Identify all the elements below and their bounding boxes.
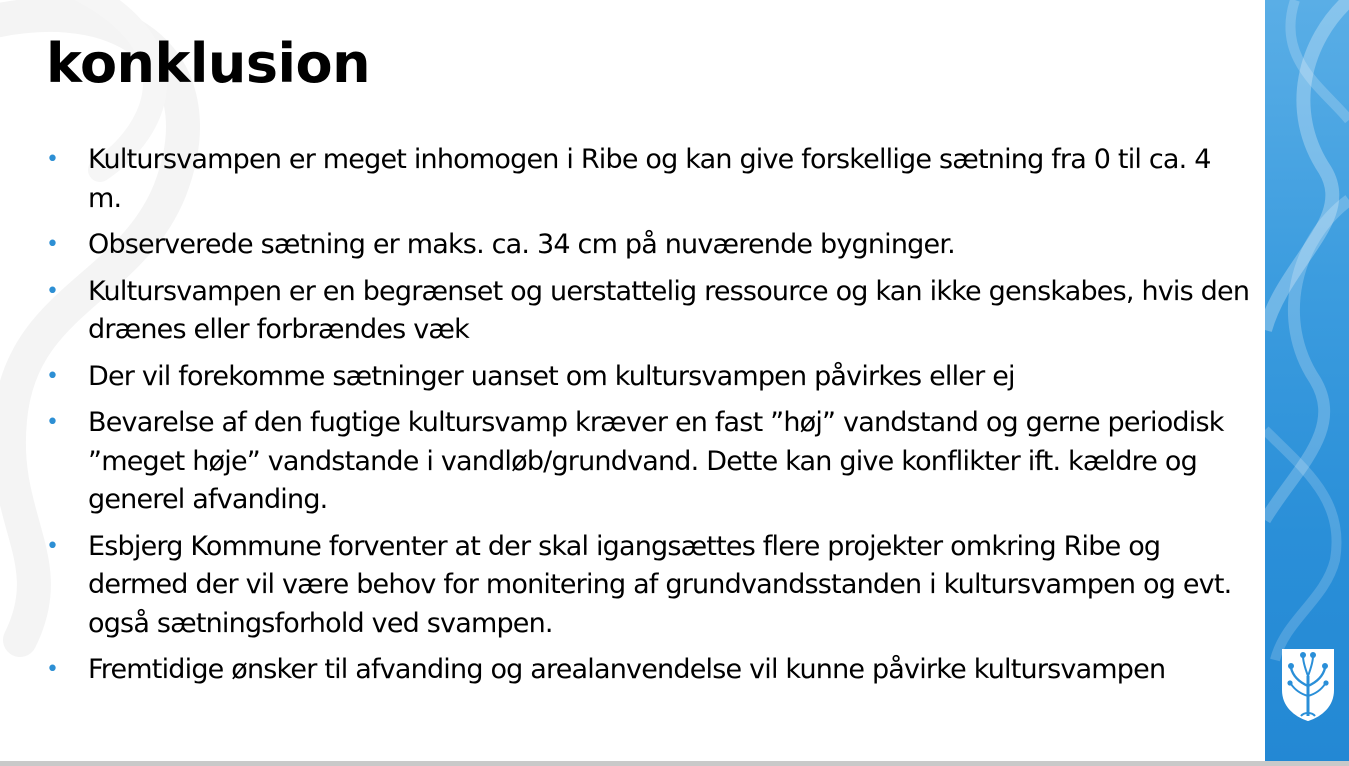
bullet-dot-icon: • — [46, 410, 59, 435]
bullet-item — [40, 651, 1250, 690]
bullet-text: Esbjerg Kommune forventer at der skal igangsættes flere projekter omkring Ribe og dermed der vil være behov for monitering af grundvandsstanden i kultursvampen og evt. også sætningsforhold ved svampen. — [88, 530, 1232, 639]
bullet-text: Fremtidige ønsker til afvanding og arealanvendelse vil kunne påvirke kultursvampen — [88, 654, 1166, 685]
bullet-text: Observerede sætning er maks. ca. 34 cm på nuværende bygninger. — [88, 229, 955, 260]
bullet-text: Bevarelse af den fugtige kultursvamp kræver en fast ”høj” vandstand og gerne periodisk ”meget høje” vandstande i vandløb/grundvand. Dette kan give konflikter ift. kældre og generel afvanding. — [88, 407, 1224, 515]
bullet-dot-icon: • — [46, 147, 59, 172]
bullet-text: Der vil forekomme sætninger uanset om kultursvampen påvirkes eller ej — [88, 360, 1015, 392]
slide-title: konklusion — [46, 32, 371, 95]
bullet-text: Kultursvampen er en begrænset og uerstattelig ressource og kan ikke genskabes, hvis den drænes eller forbrændes væk — [88, 275, 1250, 345]
bullet-item — [40, 358, 1250, 397]
municipal-crest-icon — [1279, 646, 1337, 722]
bullet-dot-icon: • — [46, 232, 59, 257]
bullet-list — [40, 141, 1250, 698]
bullet-text: Kultursvampen er meget inhomogen i Ribe og kan give forskellige sætning fra 0 til ca. 4 m. — [88, 144, 1211, 214]
bullet-dot-icon: • — [46, 363, 59, 389]
bullet-item — [40, 273, 1250, 350]
bullet-dot-icon: • — [46, 533, 59, 559]
bullet-item — [40, 141, 1250, 218]
bullet-item — [40, 226, 1250, 265]
bullet-item — [40, 528, 1250, 644]
bullet-dot-icon: • — [46, 278, 59, 304]
bottom-divider — [0, 761, 1349, 766]
bullet-dot-icon: • — [46, 657, 59, 682]
bullet-item — [40, 404, 1250, 520]
